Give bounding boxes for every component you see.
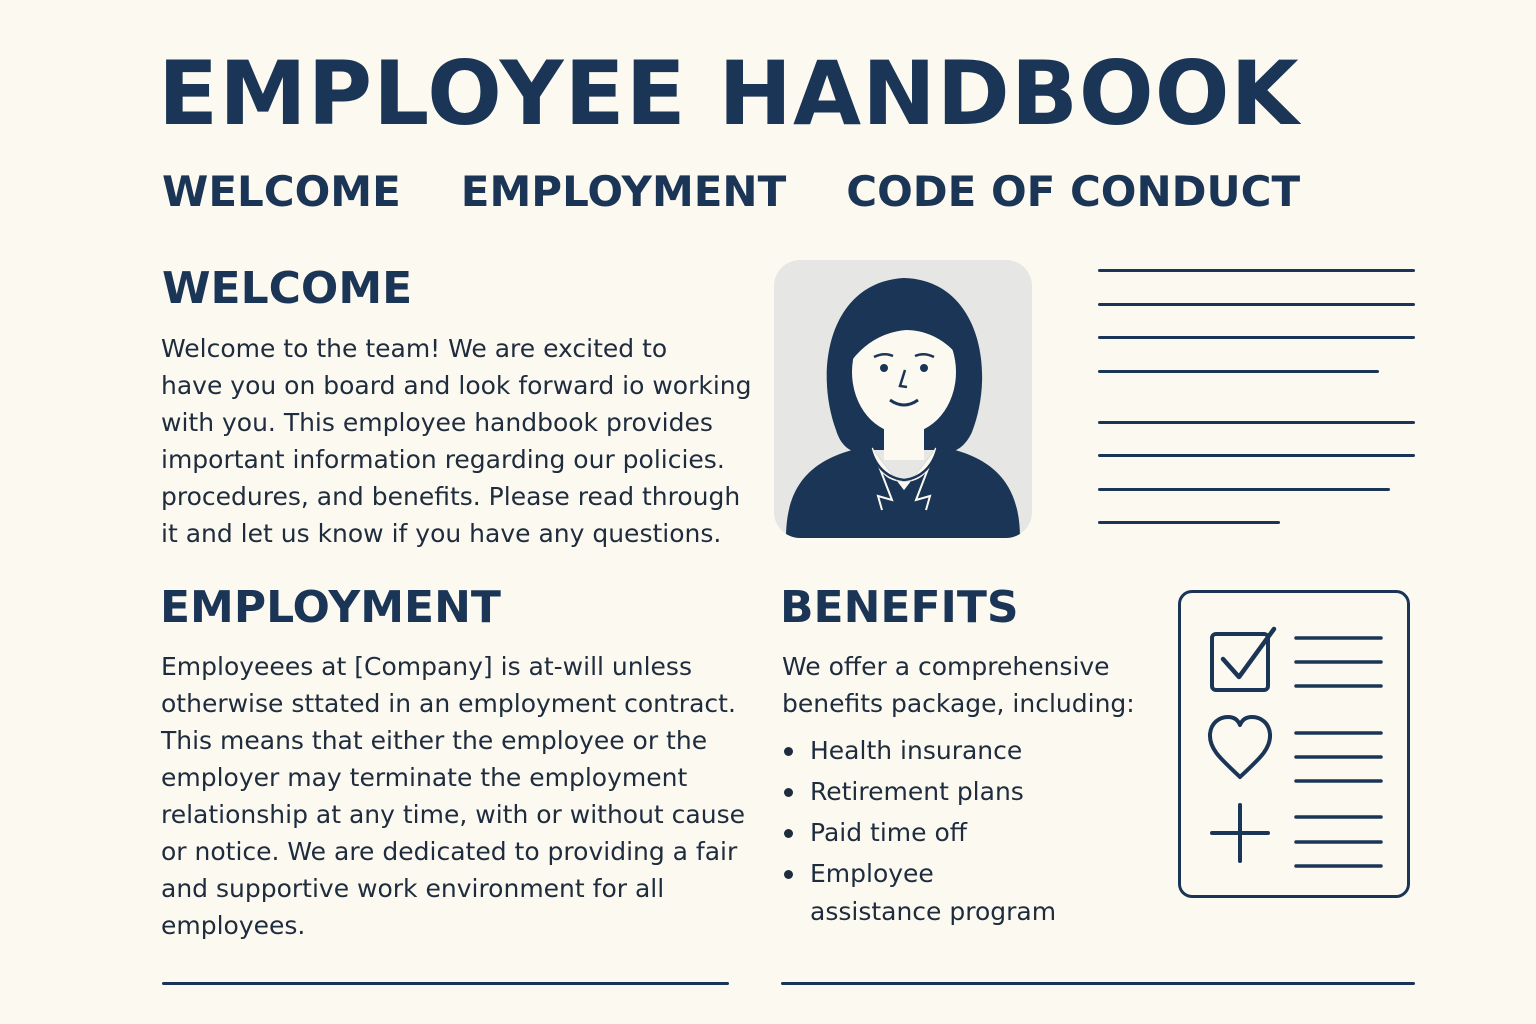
welcome-line: important information regarding our policies. bbox=[161, 445, 725, 474]
welcome-line: it and let us know if you have any questions. bbox=[161, 519, 722, 548]
employment-line: relationship at any time, with or without cause bbox=[161, 800, 745, 829]
benefits-document-card bbox=[1178, 590, 1410, 898]
employment-line: and supportive work environment for all bbox=[161, 874, 665, 903]
benefits-intro bbox=[782, 648, 1135, 722]
nav-item-welcome[interactable]: WELCOME bbox=[162, 167, 401, 216]
benefits-checklist bbox=[1181, 593, 1406, 894]
employment-line: employees. bbox=[161, 911, 306, 940]
section-divider bbox=[781, 982, 1415, 985]
nav-item-code-of-conduct[interactable]: CODE OF CONDUCT bbox=[846, 167, 1301, 216]
welcome-line: Welcome to the team! We are excited to bbox=[161, 334, 668, 363]
employment-line: employer may terminate the employment bbox=[161, 763, 688, 792]
employment-heading: EMPLOYMENT bbox=[160, 582, 501, 633]
decorative-line bbox=[1098, 336, 1415, 339]
employee-portrait bbox=[774, 260, 1032, 538]
decorative-line bbox=[1098, 421, 1415, 424]
benefits-intro-line: benefits package, including: bbox=[782, 689, 1135, 718]
decorative-line bbox=[1098, 303, 1415, 306]
decorative-line bbox=[1098, 454, 1415, 457]
decorative-line bbox=[1098, 370, 1379, 373]
decorative-line bbox=[1098, 488, 1390, 491]
list-item: Employee assistance program bbox=[782, 855, 1070, 931]
welcome-paragraph bbox=[161, 330, 751, 552]
welcome-line: procedures, and benefits. Please read through bbox=[161, 482, 741, 511]
plus-icon bbox=[1212, 805, 1268, 861]
page-title: EMPLOYEE HANDBOOK bbox=[158, 42, 1300, 145]
list-item: Paid time off bbox=[782, 814, 1142, 852]
welcome-line: with you. This employee handbook provides bbox=[161, 408, 713, 437]
employee-portrait-icon bbox=[774, 260, 1032, 538]
employment-line: or notice. We are dedicated to providing a fair bbox=[161, 837, 738, 866]
employment-line: otherwise sttated in an employment contract. bbox=[161, 689, 736, 718]
benefits-heading: BENEFITS bbox=[780, 582, 1019, 633]
heart-icon bbox=[1210, 717, 1270, 777]
list-item: Retirement plans bbox=[782, 773, 1142, 811]
welcome-heading: WELCOME bbox=[162, 263, 413, 314]
decorative-line bbox=[1098, 521, 1280, 524]
employment-line: This means that either the employee or the bbox=[161, 726, 708, 755]
welcome-line: have you on board and look forward io working bbox=[161, 371, 752, 400]
top-nav bbox=[162, 166, 1300, 218]
nav-item-employment[interactable]: EMPLOYMENT bbox=[460, 167, 787, 216]
employment-paragraph bbox=[161, 648, 745, 944]
section-divider bbox=[162, 982, 729, 985]
benefits-list bbox=[782, 732, 1142, 934]
list-item: Health insurance bbox=[782, 732, 1142, 770]
decorative-line bbox=[1098, 269, 1415, 272]
checkbox-icon bbox=[1212, 629, 1274, 690]
employment-line: Employeees at [Company] is at-will unless bbox=[161, 652, 692, 681]
benefits-intro-line: We offer a comprehensive bbox=[782, 652, 1110, 681]
